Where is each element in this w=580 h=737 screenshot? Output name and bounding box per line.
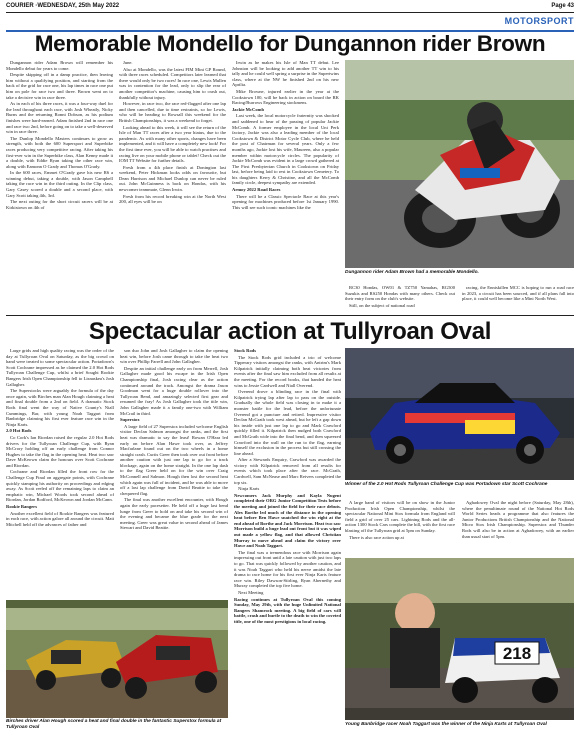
paragraph: In the 600 races, Emmet O'Grady gave his new R6 a winning debut, taking a double, with Jason Campbell taking the race win in the third outing. In the Clip class, Gary Casey scored a double and a second place, with Gary Scott taking 4th, 3rd.	[6, 170, 113, 198]
paragraph: June.	[123, 60, 133, 65]
paragraph: The Dunlop Mondello Masters continues to grow as strength, with both the 600 Supersport and Superbike races producing very competitive racing. After taking his first-ever win in the Superbike class, Alan Kenny made it a double, with Eddie Ryan taking the other race win, along with Eamonn O Grady and Thomas O'Grady.	[6, 135, 113, 169]
paragraph: Aghadowey Oval the night before (Saturday, May 28th), where the penultimate round of the National Hot Rods World Series heads a programme that also features the Junior Productions British Championship and the National Micro Stox Irish Championship. Superstox and Thunder Rods will also be in action at Aghadowey, with an earlier than usual start of 5pm.	[462, 500, 574, 539]
paragraph: Fresh from a 4th place finish at Donington last weekend, Peter Hickman looks odds on favourite, but Dean Harrison and Michael Dunlop can never be ruled out. John McGuinness is back on Hondas, with his newcomer teammate, Glenn Irwin.	[119, 164, 226, 193]
paragraph: RC30 Hondas, OW01 & TZ750 Yamahas, RG500 Suzukis and RS250 Hondas with many others. Check out their entry form on the club's website.	[345, 285, 455, 302]
story2-col1	[6, 348, 114, 596]
section-bar	[6, 16, 574, 32]
paragraph: A large field of 27 Superstox included welcome English visitor Declan Salmon amongst the ranks, and the first heat was dramatic to say the least! Rowan O'Hara led early on before Alan Hawe took over, as Jeffrey Macfarlane found out on the two wheels in a home straight crash. Curtis Greer then took over out front before another caution with just one lap to go for a track blockage, again on the home straight. In the one lap dash to the flag Greer held on for the win over Craig McConnell and Salmon. Hough then lost the second heat which again was full of incident, and he was able to move off a last lap challenge from David Beattie to take the chequered flag.	[120, 423, 228, 496]
paragraph: Overend drove a blinding race in the final with Kilpatrick trying lap after lap to pass on the outside. Gradually the whole field was closing in to make it a monster battle for the lead, before the unfortunate Overend got a puncture and retired. Impressive visitor Declan McGrath took west ahead, but he left a gap down his inside with just one lap to go and Mark Crawford quickly filled it. Kilpatrick then nudged both Crawford and McGrath wide into the final bend, and then squeezed Crawford into the wall on the run to the flag, earning himself the exclusion in the process but still crossing the line ahead.	[234, 389, 341, 456]
paragraph: There is also race action up at	[349, 534, 404, 540]
paragraph: The next outing for the short circuit racers will be at Kirkistown on 4th of	[6, 199, 113, 210]
story2-col4	[345, 500, 455, 556]
paragraph: Another excellent field of Rookie Bangers was featured in each race, with action galore all around the circuit. Matt Mitchell held off the advances of father and	[6, 510, 114, 527]
paragraph: Despite skipping off in a damp practice, then leaving him without a qualifying position, and starting from the back of the grid for race one, his lap times in race one put him on pole for race two and three. Brown went on to take a decisive win in race three.	[6, 72, 113, 100]
paragraph: Cochrane and Riordan filled the front row for the Challenge Cup Final on aggregate points, with Cochrane quickly stamping his authority on proceedings and edging away. As Scott reeled off the remaining laps to claim an emphatic win, Michael Woods took second ahead of Riordan, Jordan Rodford, McKeown and Jordan McCann.	[6, 469, 114, 503]
story2-col5	[462, 500, 574, 556]
photo-hot-rod	[345, 348, 574, 480]
story1-col4	[345, 285, 455, 315]
paragraph: Fresh from his record breaking win at the North West 200, all eyes will be on	[119, 193, 226, 205]
hotrod-photo-caption: Winner of the 2.0 Hot Rods Tullyroan Challenge Cup was Portadown star Scott Cochrane	[345, 482, 548, 487]
story-divider	[6, 315, 574, 316]
ninja-kart-photo-caption: Young Banbridge racer Noah Taggart was the winner of the Ninja Karts at Tullyroan Oval	[345, 722, 547, 727]
paragraph: The Stock Rods grid included a trio of welcome Tipperary visitors amongst the ranks, with Antrim's Mark Kilpatrick initially claiming both heat victories from events after the final saw him excluded from all results at the meeting. For the record books, that handed the heat wins to Jessie Cardwell and Niall Overend.	[234, 354, 341, 388]
subheading: Jackie McComb	[232, 106, 265, 112]
subheading: Superstox	[120, 417, 140, 423]
paragraph: The final was a tremendous race with Morrison again impressing out front until a late caution with just two laps to go. That was quickly followed by another caution, and it was Noah Taggart who held his nerve amidst the late drama to race home for his first ever Ninja Karts feature race win. Riley Dawson-Stirling, Ryan Abernethy and Murray completed the top five home.	[234, 549, 341, 589]
paragraph: The Superstocks were arguably the formula of the day once again, with Birches man Alan Hough claiming a heat and final double from a 2nd on field. A dramatic Stock Rods final went the way of Native County's Niall Cummings, Bar, with young Noah Taggart from Banbridge claiming his first ever feature race win in the Ninja Karts.	[6, 388, 114, 427]
story1-col1	[6, 60, 113, 310]
hot-rod-image	[345, 348, 574, 480]
story1-photo-caption: Dungannon rider Adam Brown had a memorable Mondello.	[345, 270, 479, 275]
paragraph: Co Cork's Ian Riordan raised the regular 2.0 Hot Rods drivers for the Tullyroan Challenge Cup, with Ryan McCrory holding off an early challenge from Connor Hughes to take the flag in the opening heat. Heat two saw Dave McKeown claim the honours over Scott Cochrane and Riordan.	[6, 434, 114, 468]
paragraph: A large band of visitors will be on show in the Junior Production Irish Open Championship, whilst the spectacular National Mini Stox formula from England will field a grid of over 25 cars. Lightning Rods and the all-action 1300 Stock Cars complete the bill, with the first race blasting off the Tullyroan grid at 5pm on Sunday.	[345, 500, 455, 533]
paragraph: Also at Mondello, was the latest FIM Mini GP Round, with three races scheduled. Competitors later learned that there would only be two races! In race one, Lewis Mullen was in contention for the lead, only to slip the rear of another competitor's machine, causing him to crash out, thankfully without injury.	[119, 66, 226, 100]
paragraph: Last week, the local motorcycle fraternity was shocked and saddened to hear of the passing of popular Jackie McComb. A former employee in the local Uni Perk factory, Jackie was also a leading member of the local Cookstown & District Motor Cycle Club, where he held the post of Chairman for several years. Only a few months ago, Jackie lost his wife, Maureen, also a popular member within motorcycle circles. The popularity of Jackie McComb was evident in a large crowd gathered at The First Presbyterian Church in Cookstown on Friday last, before being laid to rest in Cookstown Cemetery. To his daughters Kerry & Christine, and all the McComb family circle, deepest sympathy are extended.	[232, 113, 339, 186]
story2-headline: Spectacular action at Tullyroan Oval	[88, 318, 492, 345]
paragraph: Despite an initial challenge early on from Merrell, Josh Gallagher made good his escape in the Irish Open Championship final, Josh racing clear as the action continued around the track. Amongst the drama Jason Goodman went for a huge double rollover into the Tullyroan Bend, and amazingly selected first gear and resumed the fray! As Josh Gallagher took the title win, John Gallagher made it a family one-two with William McCrail in third.	[120, 365, 228, 416]
ninja-kart-image	[345, 558, 574, 720]
motorcycle-rider-image	[345, 60, 574, 268]
story2-col2	[120, 348, 228, 596]
paragraph: Next Meeting	[238, 589, 264, 595]
paragraph: As in each of his three races, it was a four-way duel for the lead throughout each race, with Josh Wheatly, Nicky Burns and the returning Ronni Dobson, as his podium finishes were hard-earned. Adam finished 2nd in race one and race two 2nd, before going on to take a well-deserved win in race three.	[6, 101, 113, 135]
header-date: COURIER ·WEDNESDAY, 25th May 2022	[6, 3, 120, 9]
story1-col5	[462, 285, 574, 315]
kart-number: 218	[502, 644, 532, 663]
header-rule	[6, 12, 574, 13]
subheading: Armoy 2022 Road Races	[232, 187, 281, 193]
story1-headline: Memorable Mondello for Dungannon rider Brown	[34, 31, 546, 56]
subheading: 2.0 Hot Rods	[6, 428, 32, 434]
page-number: Page 43	[551, 3, 574, 9]
paragraph: Mike Browne, injured earlier in the year at the Cookstown 100, will be back in action on board the RK Racing/Burrows Engineering stockmens.	[232, 88, 339, 106]
paragraph: Looking ahead to this week, it will see the return of the Isle of Man TT races after a two year hiatus, due to the pandemic. As with many other sports, changes have been implemented, and it will have a completely new look! For the first time ever, you will be able to watch practises and racing live on your mobile phone or tablet! Check out the IOM TT Website for further details.	[119, 124, 226, 164]
story1-col3	[232, 60, 339, 310]
subheading: Stock Rods	[234, 348, 257, 353]
paragraph: Still, on the subject of national road	[349, 302, 415, 308]
paragraph: racing, the Enniskillen MCC is hoping to run a road race in 2023, a circuit has been sourced, and if all plans fall into place, it could well become like a Mini North West.	[462, 285, 574, 302]
bangers-photo-caption: Birches driver Alan Hough scored a heat and final double in the fantastic Superstox formula at Tullyroan Oval	[6, 719, 222, 730]
photo-ninja-kart	[345, 558, 574, 720]
page-header	[6, 2, 574, 12]
story2-col3	[234, 348, 341, 734]
subheading: Rookie Bangers	[6, 504, 38, 510]
paragraph: After a Stewards Enquiry, Crawford was awarded the victory with Kilpatrick removed from all results for events which took place after the race. McGrath, Cardwell, Sam McNease and Marc Reivers completed the top six.	[234, 457, 341, 485]
photo-motorcycle-rider	[345, 60, 574, 268]
paragraph: There will be a Classic Spectacle Race at this year's opening for machines produced before 1st January 1990. This will see such iconic machines like the	[232, 193, 339, 210]
paragraph: The final was another excellent encounter, with Hough again the early pacesetter. He held off a huge last bend lunge from Greer to hold on and take his second win of the evening and became the blue grade for the next meeting. Greer was great value in second ahead of James Stewart and David Beattie.	[120, 497, 228, 531]
paragraph: Irwin as he makes his Isle of Man TT debut. Lee Johnston will be looking to add another TT win to his tally and he could well spring a surprise in the Supertwins class, where at the NW he finished 2nd on his new Aprilia.	[232, 60, 339, 88]
paragraph: Large grids and high quality racing was the order of the day at Tullyroan Oval on Saturday, as the big crowd on hand were treated to some spectacular action. Portadown's Scott Cochrane impressed as he claimed the 2.0 Hot Rods Tullyroan Challenge Cup, whilst a brief Sought Rookie Bangers Irish Open Championship fell to Lisnaskea's Josh Gallagher.	[6, 348, 114, 387]
banger-cars-image	[6, 600, 228, 718]
paragraph: Ninja Karts	[238, 486, 260, 492]
subheading: Newcomers Jack Murphy and Kayla Nugent completed their ORG Junior Competition Tests before the meeting and joined the field for their race debuts. Alex Borthe led much of the distance in the opening heat before Ben Hawe snatched the win right at the end ahead of Borthe and Jack Morrison. Heat two saw Morrison build a huge lead out front but it was wiped out made a yellow flag, and that allowed Christian Murray to move ahead and claim the victory over Hawe and Noah Taggart.	[234, 492, 341, 549]
story1-col2	[119, 60, 226, 310]
paragraph: Dungannon rider Adam Brown will remember his Mondello debut for years to come.	[6, 60, 113, 71]
paragraph: However, in race two, the race red-flagged after one lap and then cancelled, due to time restraints, so for Lewis, who will be heading to Rowsall this weekend for the British Championships, it was a weekend to forget.	[119, 101, 226, 123]
subheading: Racing continues at Tullyroan Oval this coming Sunday, May 29th, with the huge Unlimited National Bangers Shamrock meeting. A big field of cars will battle, crash and hurtle to the death to win the coveted title, one of the most prestigious in local racing.	[234, 596, 341, 624]
section-tag: MOTORSPORT	[504, 16, 574, 26]
photo-banger-cars	[6, 600, 228, 718]
paragraph: son duo John and Josh Gallagher to claim the opening heat win, before Josh came through to take the heat two win over Phillip Farrell and John Gallagher.	[120, 348, 228, 365]
